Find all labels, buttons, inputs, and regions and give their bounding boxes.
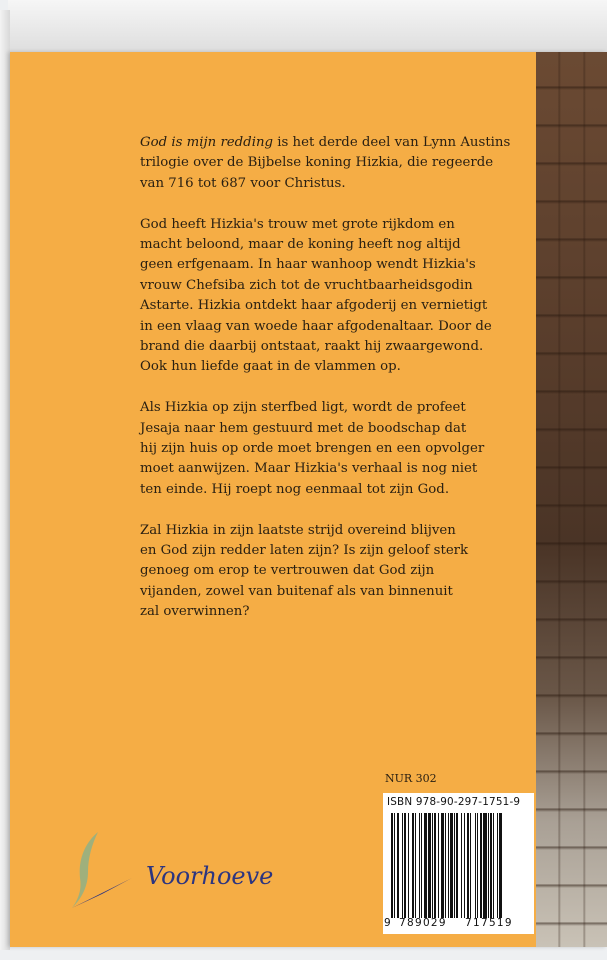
barcode-bar [412,813,414,918]
barcode-bar [464,813,465,918]
barcode-bar [450,813,452,918]
back-cover-blurb [140,133,536,643]
barcode-bar [424,813,427,918]
barcode-bar [421,813,422,918]
barcode-box [383,793,534,934]
barcode-bar [404,813,406,918]
barcode-bar [480,813,482,918]
barcode-bar [477,813,478,918]
barcode-bar [475,813,476,918]
barcode-bar [483,813,486,918]
publisher-name: Voorhoeve [146,862,274,890]
ean-group-2: 717519 [465,917,513,929]
barcode-bar [391,813,393,918]
barcode-bar [438,813,439,918]
barcode-bar [419,813,420,918]
barcode-bar [467,813,469,918]
barcode-bar [470,813,471,918]
barcode-bar [445,813,446,918]
barcode-bar [493,813,494,918]
ean-group-1: 789029 [399,917,447,929]
book-page-edge [0,10,10,950]
barcode-bar [415,813,416,918]
cover-photo-strip [536,52,607,947]
blurb-paragraph-2: God heeft Hizkia's trouw met grote rijkdom en macht beloond, maar de koning heeft nog altijd geen erfgenaam. In haar wanhoop wendt Hizkia's vrouw Chefsiba zich tot de vruchtbaarheidsgodin Astarte. Hizkia ontdekt haar afgoderij en vernietigt in een vlaag van woede haar afgodenaltaar. Door de brand die daarbij ontstaat, raakt hij zwaargewond. Ook hun liefde gaat in de vlammen op. [140,216,492,375]
blurb-paragraph-1-text: is het derde deel van Lynn Austins trilogie over de Bijbelse koning Hizkia, die regeerde van 716 tot 687 voor Christus. [140,135,511,191]
barcode-bar [434,813,436,918]
barcode-bar [497,813,498,918]
nur-code: NUR 302 [385,772,437,785]
ean-lead-digit: 9 [384,917,391,929]
barcode-bar [428,813,430,918]
barcode-bar [490,813,492,918]
book-top-edge [8,0,607,56]
barcode-bar [456,813,458,918]
barcode-bar [441,813,444,918]
barcode-bar [432,813,433,918]
barcode-bar [454,813,455,918]
barcode-bar [448,813,449,918]
blurb-paragraph-4: Zal Hizkia in zijn laatste strijd overeind blijven en God zijn redder laten zijn? Is zijn geloof sterk genoeg om erop te vertrouwen dat God zijn vijanden, zowel van buitenaf als van binnenuit zal overwinnen? [140,522,469,620]
publisher-logo-icon [68,828,140,910]
book-title-italic: God is mijn redding [140,135,274,150]
isbn-label: ISBN 978-90-297-1751-9 [387,796,521,808]
barcode-bar [402,813,403,918]
barcode-bar [488,813,489,918]
barcode-bar [394,813,395,918]
barcode-bar [461,813,462,918]
barcode-bar [408,813,409,918]
barcode-bar [397,813,399,918]
barcode-bar [499,813,502,918]
barcode-bars [391,813,530,918]
blurb-paragraph-1 [140,133,536,194]
blurb-paragraph-3: Als Hizkia op zijn sterfbed ligt, wordt de profeet Jesaja naar hem gestuurd met de boodschap dat hij zijn huis op orde moet brengen en een opvolger moet aanwijzen. Maar Hizkia's verhaal is nog niet ten einde. Hij roept nog eenmaal tot zijn God. [140,400,485,497]
